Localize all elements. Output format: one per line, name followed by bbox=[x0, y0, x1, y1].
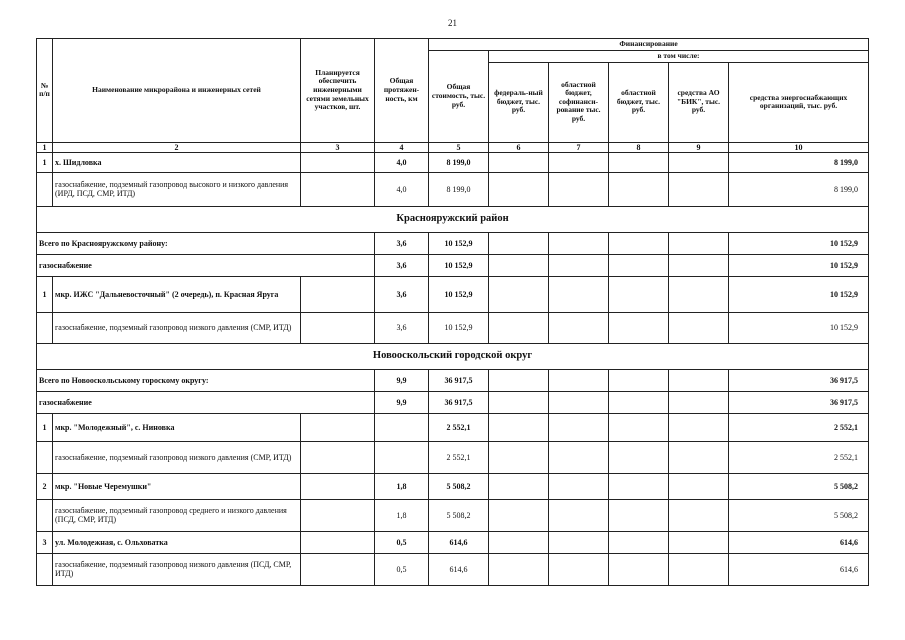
cell-bik bbox=[669, 369, 729, 391]
cell-federal bbox=[489, 413, 549, 441]
cell-regional bbox=[609, 553, 669, 585]
cell-name: газоснабжение, подземный газопровод высокого и низкого давления (ИРД, ПСД, СМР, ИТД) bbox=[53, 172, 301, 206]
cell-cost: 10 152,9 bbox=[429, 276, 489, 312]
cell-federal bbox=[489, 553, 549, 585]
cell-length: 3,6 bbox=[375, 232, 429, 254]
cell-energy: 36 917,5 bbox=[729, 369, 869, 391]
cell-num bbox=[37, 312, 53, 343]
total-label: газоснабжение bbox=[37, 254, 375, 276]
cell-bik bbox=[669, 553, 729, 585]
cell-cost: 10 152,9 bbox=[429, 254, 489, 276]
table-row bbox=[37, 553, 869, 585]
cell-cost: 5 508,2 bbox=[429, 499, 489, 531]
cell-name: мкр. "Новые Черемушки" bbox=[53, 473, 301, 499]
cell-cost: 614,6 bbox=[429, 553, 489, 585]
cell-name: мкр. ИЖС "Дальневосточный" (2 очередь), п. Красная Яруга bbox=[53, 276, 301, 312]
cell-federal bbox=[489, 172, 549, 206]
cell-plots bbox=[301, 312, 375, 343]
cell-name: мкр. "Молодежный", с. Ниновка bbox=[53, 413, 301, 441]
cell-energy: 5 508,2 bbox=[729, 499, 869, 531]
cell-bik bbox=[669, 276, 729, 312]
cell-regional bbox=[609, 312, 669, 343]
section-row bbox=[37, 343, 869, 369]
table-row bbox=[37, 413, 869, 441]
header-length: Общая протяжен-ность, км bbox=[375, 39, 429, 143]
table-row bbox=[37, 441, 869, 473]
cell-bik bbox=[669, 232, 729, 254]
total-row bbox=[37, 254, 869, 276]
cell-energy: 2 552,1 bbox=[729, 413, 869, 441]
cell-length: 1,8 bbox=[375, 499, 429, 531]
cell-length: 4,0 bbox=[375, 172, 429, 206]
cell-regional-cofin bbox=[549, 254, 609, 276]
cell-num: 3 bbox=[37, 531, 53, 553]
total-label: газоснабжение bbox=[37, 391, 375, 413]
cell-plots bbox=[301, 553, 375, 585]
cell-num: 1 bbox=[37, 413, 53, 441]
header-name: Наименование микрорайона и инженерных сетей bbox=[53, 39, 301, 143]
col-num: 10 bbox=[729, 142, 869, 152]
cell-federal bbox=[489, 391, 549, 413]
cell-energy: 10 152,9 bbox=[729, 276, 869, 312]
cell-cost: 2 552,1 bbox=[429, 441, 489, 473]
cell-energy: 10 152,9 bbox=[729, 312, 869, 343]
cell-length bbox=[375, 441, 429, 473]
cell-cost: 5 508,2 bbox=[429, 473, 489, 499]
cell-regional-cofin bbox=[549, 473, 609, 499]
total-row bbox=[37, 232, 869, 254]
cell-bik bbox=[669, 254, 729, 276]
header-cost: Общая стоимость, тыс. руб. bbox=[429, 51, 489, 143]
col-num: 8 bbox=[609, 142, 669, 152]
cell-length: 9,9 bbox=[375, 369, 429, 391]
table-row bbox=[37, 499, 869, 531]
cell-energy: 8 199,0 bbox=[729, 152, 869, 172]
header-including: в том числе: bbox=[489, 51, 869, 63]
table-row bbox=[37, 312, 869, 343]
cell-name: газоснабжение, подземный газопровод среднего и низкого давления (ПСД, СМР, ИТД) bbox=[53, 499, 301, 531]
cell-regional bbox=[609, 152, 669, 172]
column-numbers-row bbox=[37, 142, 869, 152]
cell-bik bbox=[669, 172, 729, 206]
col-num: 6 bbox=[489, 142, 549, 152]
cell-num bbox=[37, 441, 53, 473]
cell-energy: 5 508,2 bbox=[729, 473, 869, 499]
cell-length: 3,6 bbox=[375, 312, 429, 343]
cell-cost: 10 152,9 bbox=[429, 232, 489, 254]
cell-regional bbox=[609, 531, 669, 553]
cell-length: 3,6 bbox=[375, 276, 429, 312]
cell-federal bbox=[489, 369, 549, 391]
cell-plots bbox=[301, 473, 375, 499]
table-row bbox=[37, 531, 869, 553]
cell-energy: 10 152,9 bbox=[729, 254, 869, 276]
cell-regional-cofin bbox=[549, 369, 609, 391]
col-num: 9 bbox=[669, 142, 729, 152]
cell-length: 4,0 bbox=[375, 152, 429, 172]
cell-federal bbox=[489, 473, 549, 499]
cell-regional bbox=[609, 441, 669, 473]
cell-plots bbox=[301, 413, 375, 441]
col-num: 3 bbox=[301, 142, 375, 152]
cell-bik bbox=[669, 391, 729, 413]
cell-num bbox=[37, 172, 53, 206]
cell-bik bbox=[669, 473, 729, 499]
cell-bik bbox=[669, 152, 729, 172]
cell-num: 1 bbox=[37, 152, 53, 172]
cell-regional-cofin bbox=[549, 441, 609, 473]
cell-plots bbox=[301, 531, 375, 553]
cell-cost: 8 199,0 bbox=[429, 152, 489, 172]
cell-regional bbox=[609, 232, 669, 254]
header-bik: средства АО "БИК", тыс. руб. bbox=[669, 62, 729, 142]
cell-bik bbox=[669, 441, 729, 473]
cell-regional bbox=[609, 391, 669, 413]
col-num: 7 bbox=[549, 142, 609, 152]
total-label: Всего по Новооскольському гороскому округу: bbox=[37, 369, 375, 391]
header-regional-cofin: областной бюджет, софинанси-рование тыс. руб. bbox=[549, 62, 609, 142]
cell-length: 0,5 bbox=[375, 553, 429, 585]
header-plots: Планируется обеспечить инженерными сетями земельных участков, шт. bbox=[301, 39, 375, 143]
cell-regional-cofin bbox=[549, 232, 609, 254]
table-row bbox=[37, 172, 869, 206]
cell-length: 3,6 bbox=[375, 254, 429, 276]
cell-regional-cofin bbox=[549, 413, 609, 441]
cell-bik bbox=[669, 413, 729, 441]
page-number: 21 bbox=[448, 18, 457, 28]
cell-length: 9,9 bbox=[375, 391, 429, 413]
table-row bbox=[37, 473, 869, 499]
cell-length: 0,5 bbox=[375, 531, 429, 553]
cell-energy: 8 199,0 bbox=[729, 172, 869, 206]
header-financing: Финансирование bbox=[429, 39, 869, 51]
table-row bbox=[37, 152, 869, 172]
cell-length: 1,8 bbox=[375, 473, 429, 499]
cell-federal bbox=[489, 499, 549, 531]
section-title: Краснояружский район bbox=[37, 206, 869, 232]
section-title: Новооскольский городской округ bbox=[37, 343, 869, 369]
cell-regional-cofin bbox=[549, 312, 609, 343]
cell-regional bbox=[609, 499, 669, 531]
cell-name: газоснабжение, подземный газопровод низкого давления (ПСД, СМР, ИТД) bbox=[53, 553, 301, 585]
table-row bbox=[37, 276, 869, 312]
cell-num: 2 bbox=[37, 473, 53, 499]
cell-bik bbox=[669, 531, 729, 553]
cell-regional bbox=[609, 172, 669, 206]
col-num: 5 bbox=[429, 142, 489, 152]
col-num: 1 bbox=[37, 142, 53, 152]
cell-plots bbox=[301, 172, 375, 206]
cell-regional bbox=[609, 254, 669, 276]
cell-federal bbox=[489, 152, 549, 172]
section-row bbox=[37, 206, 869, 232]
cell-regional-cofin bbox=[549, 391, 609, 413]
col-num: 2 bbox=[53, 142, 301, 152]
financing-table bbox=[36, 38, 869, 586]
cell-cost: 8 199,0 bbox=[429, 172, 489, 206]
cell-num bbox=[37, 553, 53, 585]
col-num: 4 bbox=[375, 142, 429, 152]
cell-bik bbox=[669, 312, 729, 343]
cell-cost: 2 552,1 bbox=[429, 413, 489, 441]
cell-energy: 2 552,1 bbox=[729, 441, 869, 473]
cell-bik bbox=[669, 499, 729, 531]
cell-plots bbox=[301, 499, 375, 531]
cell-name: газоснабжение, подземный газопровод низкого давления (СМР, ИТД) bbox=[53, 441, 301, 473]
header-regional: областной бюджет, тыс. руб. bbox=[609, 62, 669, 142]
cell-regional-cofin bbox=[549, 499, 609, 531]
cell-regional-cofin bbox=[549, 531, 609, 553]
cell-federal bbox=[489, 441, 549, 473]
cell-plots bbox=[301, 276, 375, 312]
cell-name: газоснабжение, подземный газопровод низкого давления (СМР, ИТД) bbox=[53, 312, 301, 343]
cell-federal bbox=[489, 276, 549, 312]
cell-energy: 614,6 bbox=[729, 531, 869, 553]
cell-energy: 36 917,5 bbox=[729, 391, 869, 413]
cell-energy: 10 152,9 bbox=[729, 232, 869, 254]
header-energy: средства энергоснабжающих организаций, тыс. руб. bbox=[729, 62, 869, 142]
cell-name: х. Шидловка bbox=[53, 152, 301, 172]
cell-energy: 614,6 bbox=[729, 553, 869, 585]
total-label: Всего по Краснояружскому району: bbox=[37, 232, 375, 254]
cell-regional-cofin bbox=[549, 172, 609, 206]
cell-name: ул. Молодежная, с. Ольховатка bbox=[53, 531, 301, 553]
cell-federal bbox=[489, 312, 549, 343]
cell-federal bbox=[489, 531, 549, 553]
cell-regional bbox=[609, 413, 669, 441]
total-row bbox=[37, 369, 869, 391]
cell-regional-cofin bbox=[549, 152, 609, 172]
cell-regional-cofin bbox=[549, 276, 609, 312]
cell-cost: 36 917,5 bbox=[429, 369, 489, 391]
cell-regional bbox=[609, 276, 669, 312]
cell-federal bbox=[489, 232, 549, 254]
total-row bbox=[37, 391, 869, 413]
cell-cost: 10 152,9 bbox=[429, 312, 489, 343]
cell-regional bbox=[609, 473, 669, 499]
cell-num: 1 bbox=[37, 276, 53, 312]
cell-plots bbox=[301, 441, 375, 473]
cell-plots bbox=[301, 152, 375, 172]
cell-federal bbox=[489, 254, 549, 276]
header-num: № п/п bbox=[37, 39, 53, 143]
cell-cost: 36 917,5 bbox=[429, 391, 489, 413]
cell-length bbox=[375, 413, 429, 441]
header-federal: федераль-ный бюджет, тыс. руб. bbox=[489, 62, 549, 142]
cell-regional bbox=[609, 369, 669, 391]
cell-cost: 614,6 bbox=[429, 531, 489, 553]
cell-num bbox=[37, 499, 53, 531]
cell-regional-cofin bbox=[549, 553, 609, 585]
